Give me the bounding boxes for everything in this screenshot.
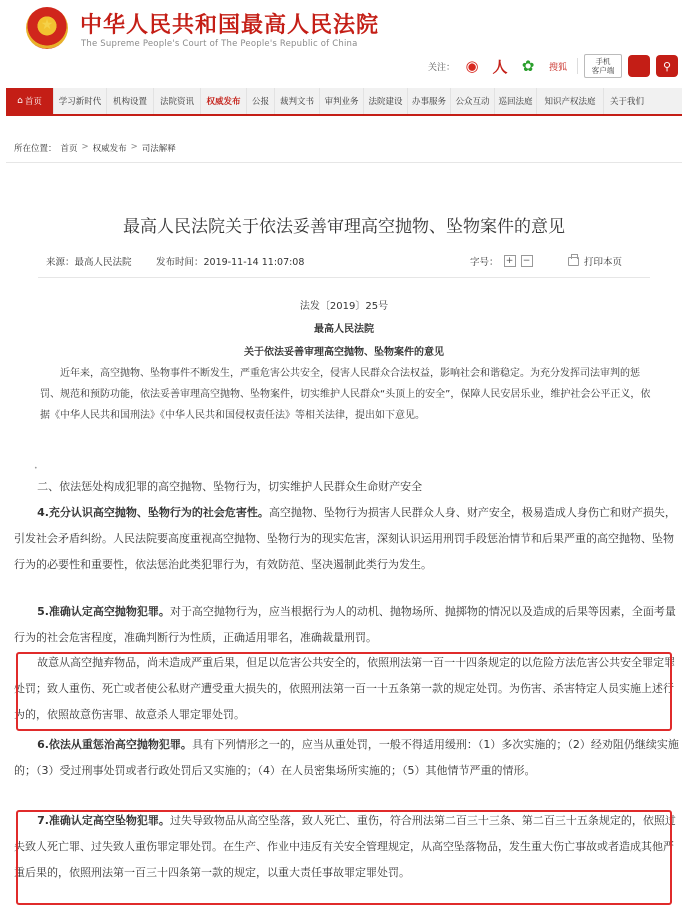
intro-paragraph: 近年来，高空抛物、坠物事件不断发生，严重危害公共安全，侵害人民群众合法权益，影响社会和谐稳定。为充分发挥司法审判的惩罚、规范和预防功能，依法妥善审理高空抛物、坠物案件，切实维护人民群众“头顶上的安全”，保障人民安居乐业，维护社会公平正义，依据《中华人民共和国刑法》《中华人民共和国侵权责任法》等相关法律，提出如下意见。 xyxy=(40,368,651,421)
paragraph-4 xyxy=(14,500,680,578)
nav-item-gazette[interactable]: 公报 xyxy=(247,88,275,114)
breadcrumb-separator: > xyxy=(81,142,89,152)
paragraph-body: 对于高空抛物行为，应当根据行为人的动机、抛物场所、抛掷物的情况以及造成的后果等因素，全面考量行为的社会危害程度，准确判断行为性质，正确适用罪名，准确裁量刑罚。 xyxy=(14,605,676,644)
divider xyxy=(6,162,682,163)
font-size-label: 字号： xyxy=(470,257,499,268)
national-emblem-icon[interactable]: ★ xyxy=(26,7,68,49)
site-header xyxy=(0,0,688,82)
print-label: 打印本页 xyxy=(584,257,623,268)
font-increase-button[interactable]: + xyxy=(504,255,516,267)
paragraph-lead: 5.准确认定高空抛物犯罪。 xyxy=(37,605,170,618)
mobile-label-1: 手机 xyxy=(595,57,611,66)
nav-item-ip-court[interactable]: 知识产权法庭 xyxy=(537,88,604,114)
paragraph-6 xyxy=(14,732,680,784)
paragraph-body: 具有下列情形之一的，应当从重处罚，一般不得适用缓刑：（1）多次实施的；（2）经劝阻仍继续实施的；（3）受过刑事处罚或者行政处罚后又实施的；（4）在人员密集场所实施的；（5）其他情节严重的情形。 xyxy=(14,738,679,777)
print-button[interactable] xyxy=(568,254,622,268)
divider xyxy=(38,277,650,278)
renren-icon[interactable]: 人 xyxy=(492,57,508,76)
breadcrumb-item-judicial-interpretation[interactable]: 司法解释 xyxy=(141,144,176,154)
paragraph-body: 过失导致物品从高空坠落，致人死亡、重伤，符合刑法第二百三十三条、第二百三十五条规定的，依照过失致人死亡罪、过失致人重伤罪定罪处罚。在生产、作业中违反有关安全管理规定，从高空坠落物品，发生重大伤亡事故或者造成其他严重后果的，依照刑法第一百三十四条第一款的规定，以重大责任事故罪定罪处罚。 xyxy=(14,814,676,879)
apple-icon[interactable] xyxy=(628,55,650,77)
site-subtitle: The Supreme People's Court of The People's Republic of China xyxy=(81,39,358,49)
breadcrumb-item-home[interactable]: 首页 xyxy=(60,144,78,154)
nav-item-circuit-court[interactable]: 巡回法庭 xyxy=(495,88,537,114)
paragraph-lead: 7.准确认定高空坠物犯罪。 xyxy=(37,814,170,827)
nav-item-organization[interactable]: 机构设置 xyxy=(107,88,154,114)
document-number: 法发〔2019〕25号 xyxy=(299,301,389,312)
android-icon[interactable]: ⚲ xyxy=(656,55,678,77)
font-size-control xyxy=(470,254,533,268)
nav-item-authoritative-release[interactable]: 权威发布 xyxy=(201,88,247,114)
nav-item-about-us[interactable]: 关于我们 xyxy=(609,97,644,107)
highlight-box xyxy=(16,810,672,905)
paragraph-5-detail: 故意从高空抛弃物品，尚未造成严重后果，但足以危害公共安全的，依照刑法第一百一十四条规定的以危险方法危害公共安全罪定罪处罚；致人重伤、死亡或者使公私财产遭受重大损失的，依照刑法第一百一十五条第一款的规定处罚。为伤害、杀害特定人员实施上述行为的，依照故意伤害罪、故意杀人罪定罪处罚。 xyxy=(14,656,676,721)
nav-item-trial-business[interactable]: 审判业务 xyxy=(320,88,364,114)
paragraph-lead: 4.充分认识高空抛物、坠物行为的社会危害性。 xyxy=(37,506,269,519)
paragraph-5 xyxy=(14,599,680,651)
nav-item-services[interactable]: 办事服务 xyxy=(408,88,451,114)
nav-item-judgments[interactable]: 裁判文书 xyxy=(275,88,320,114)
search-link[interactable]: 搜狐 xyxy=(549,62,568,73)
weibo-icon[interactable]: ◉ xyxy=(465,57,479,75)
nav-item-court-construction[interactable]: 法院建设 xyxy=(364,88,408,114)
article-source: 来源：最高人民法院 xyxy=(46,257,132,268)
nav-item-home[interactable] xyxy=(6,88,54,114)
breadcrumb-item-release[interactable]: 权威发布 xyxy=(92,144,127,154)
share-bar xyxy=(428,55,678,77)
article-title: 最高人民法院关于依法妥善审理高空抛物、坠物案件的意见 xyxy=(123,217,565,237)
article-publish-time: 发布时间：2019-11-14 11:07:08 xyxy=(156,257,305,268)
nav-item-study[interactable]: 学习新时代 xyxy=(54,88,107,114)
print-icon xyxy=(568,257,579,266)
mobile-client-button[interactable] xyxy=(584,54,622,78)
paragraph-body: 高空抛物、坠物行为损害人民群众人身、财产安全，极易造成人身伤亡和财产损失，引发社会矛盾纠纷。人民法院要高度重视高空抛物、坠物行为的现实危害，深刻认识运用刑罚手段惩治情节和后果严重的高空抛物、坠物行为的必要性和重要性，依法惩治此类犯罪行为，有效防范、坚决遏制此类行为发生。 xyxy=(14,506,676,571)
highlight-box xyxy=(16,652,672,731)
divider xyxy=(577,58,578,74)
breadcrumb-prefix: 所在位置： xyxy=(14,144,57,154)
site-title[interactable]: 中华人民共和国最高人民法院 xyxy=(80,13,380,38)
wechat-icon[interactable]: ✿ xyxy=(521,57,535,75)
font-decrease-button[interactable]: − xyxy=(521,255,533,267)
nav-item-public-interaction[interactable]: 公众互动 xyxy=(451,88,495,114)
document-subtitle: 关于依法妥善审理高空抛物、坠物案件的意见 xyxy=(244,347,444,358)
nav-item-news[interactable]: 法院资讯 xyxy=(154,88,201,114)
main-nav xyxy=(6,88,682,116)
section-heading: 二、依法惩处构成犯罪的高空抛物、坠物行为，切实维护人民群众生命财产安全 xyxy=(37,480,423,493)
breadcrumb-separator: > xyxy=(130,142,138,152)
home-icon: ⌂ xyxy=(17,96,23,106)
mobile-label-2: 客户端 xyxy=(591,66,615,75)
paragraph-lead: 6.依法从重惩治高空抛物犯罪。 xyxy=(37,738,192,751)
breadcrumb xyxy=(14,142,176,154)
share-label: 关注： xyxy=(428,62,456,73)
nav-item-label: 首页 xyxy=(24,97,42,107)
dot-marker: • xyxy=(34,465,38,472)
document-issuer: 最高人民法院 xyxy=(314,324,374,335)
